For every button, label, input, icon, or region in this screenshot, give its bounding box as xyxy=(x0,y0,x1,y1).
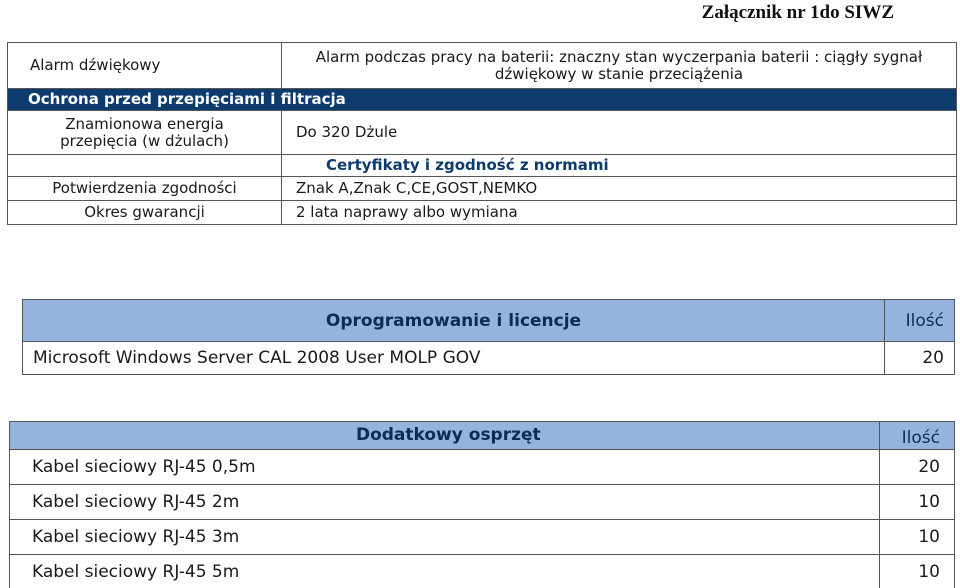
table-row xyxy=(8,177,957,201)
table-row xyxy=(8,201,957,225)
table-row xyxy=(10,555,955,588)
software-qty-header: Ilość xyxy=(885,300,955,342)
warranty-label: Okres gwarancji xyxy=(8,201,282,225)
compliance-value: Znak A,Znak C,CE,GOST,NEMKO xyxy=(282,177,957,201)
energy-label-line2: przepięcia (w dżulach) xyxy=(60,131,229,150)
table-row xyxy=(10,485,955,520)
alarm-label: Alarm dźwiękowy xyxy=(8,43,282,89)
energy-value: Do 320 Dżule xyxy=(282,111,957,155)
software-item-name: Microsoft Windows Server CAL 2008 User MOLP GOV xyxy=(23,342,885,375)
section-row xyxy=(8,89,957,111)
table-row xyxy=(8,43,957,89)
accessory-name: Kabel sieciowy RJ-45 5m xyxy=(10,555,880,588)
software-title: Oprogramowanie i licencje xyxy=(23,300,885,342)
accessories-title: Dodatkowy osprzęt xyxy=(10,422,880,450)
accessory-name: Kabel sieciowy RJ-45 3m xyxy=(10,520,880,555)
energy-label-line1: Znamionowa energia xyxy=(65,114,224,133)
alarm-value-line1: Alarm podczas pracy na baterii: znaczny stan wyczerpania baterii : ciągły sygnał xyxy=(315,47,923,66)
software-item-qty: 20 xyxy=(885,342,955,375)
compliance-label: Potwierdzenia zgodności xyxy=(8,177,282,201)
accessory-qty: 20 xyxy=(879,450,954,485)
certificates-section: Certyfikaty i zgodność z normami xyxy=(282,155,957,177)
section-row xyxy=(8,155,957,177)
cert-label-empty xyxy=(8,155,282,177)
accessory-qty: 10 xyxy=(879,555,954,588)
surge-protection-section: Ochrona przed przepięciami i filtracja xyxy=(8,89,957,111)
software-table xyxy=(22,299,955,375)
warranty-value: 2 lata naprawy albo wymiana xyxy=(282,201,957,225)
alarm-value xyxy=(282,43,957,89)
table-row xyxy=(8,111,957,155)
attachment-title: Załącznik nr 1do SIWZ xyxy=(701,2,894,23)
accessory-name: Kabel sieciowy RJ-45 0,5m xyxy=(10,450,880,485)
accessories-table xyxy=(9,421,955,588)
table-header-row xyxy=(23,300,955,342)
alarm-value-line2: dźwiękowy w stanie przeciążenia xyxy=(494,64,744,83)
energy-label xyxy=(8,111,282,155)
table-row xyxy=(10,520,955,555)
table-row xyxy=(23,342,955,375)
accessory-qty: 10 xyxy=(879,485,954,520)
spec-table xyxy=(7,42,957,225)
accessory-name: Kabel sieciowy RJ-45 2m xyxy=(10,485,880,520)
accessories-qty-header: Ilość xyxy=(879,422,954,450)
table-header-row xyxy=(10,422,955,450)
accessory-qty: 10 xyxy=(879,520,954,555)
table-row xyxy=(10,450,955,485)
